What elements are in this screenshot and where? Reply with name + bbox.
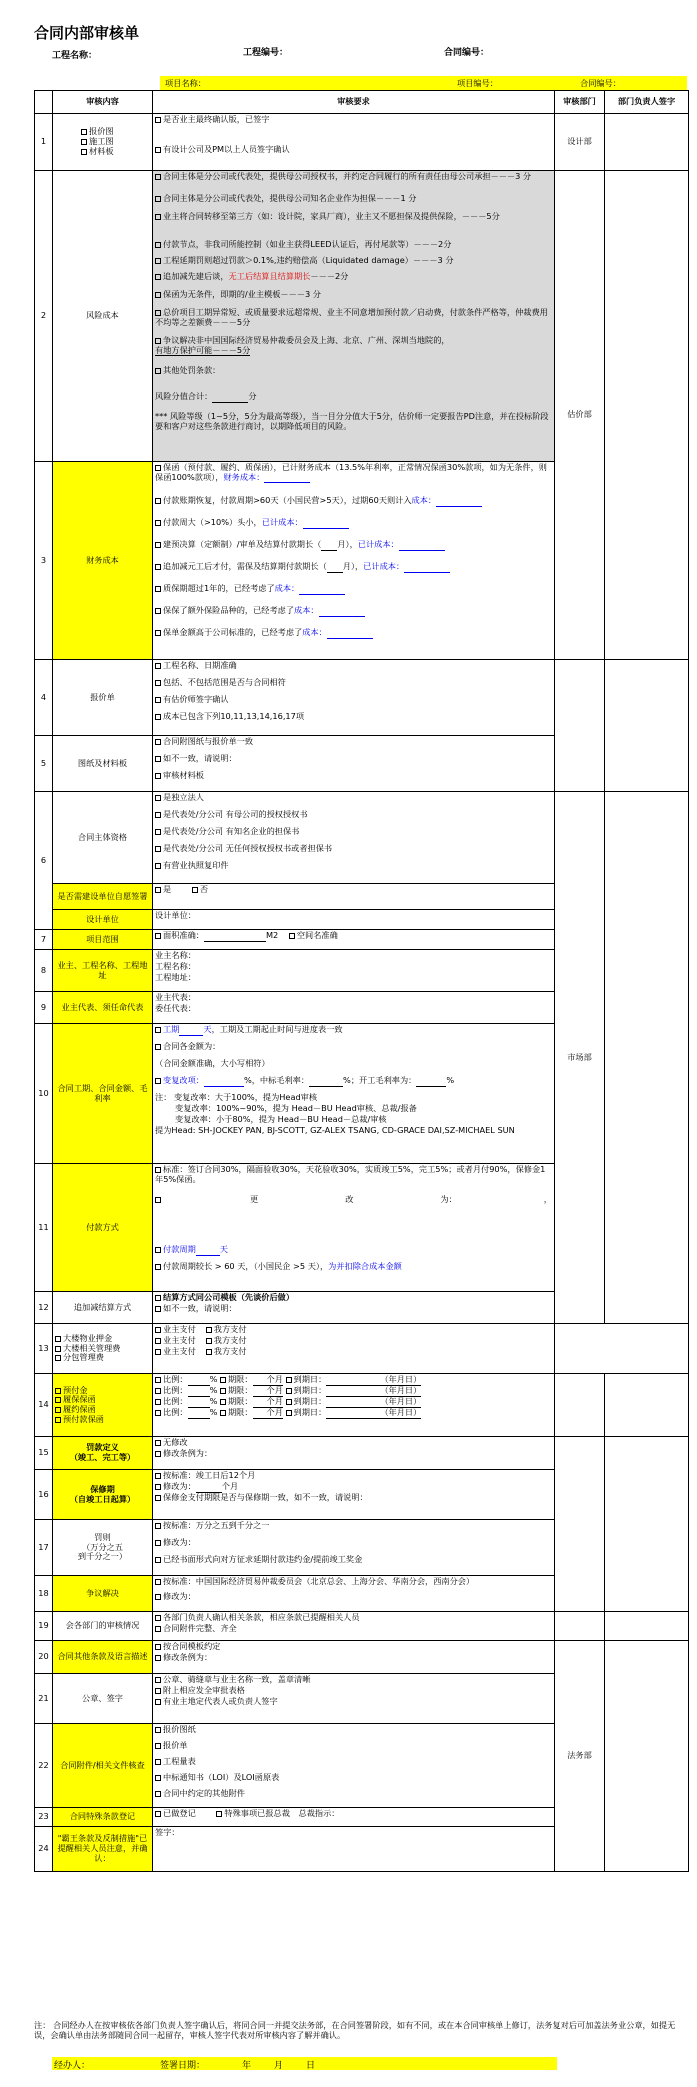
owner-signature-cell[interactable] bbox=[605, 1437, 689, 1612]
checkbox-quote-drawing[interactable]: 报价图 bbox=[81, 127, 150, 137]
agent-label[interactable]: 经办人： bbox=[54, 2061, 91, 2071]
requirement-line[interactable]: 合同主体是分公司或代表处，提供母公司知名企业作为担保－－－1 分 bbox=[155, 194, 552, 212]
table-row: 19 会各部门的审核情况 各部门负责人确认相关条款，相应条款已提醒相关人员 合同附件完整、齐全 bbox=[35, 1612, 689, 1641]
requirement-line[interactable]: 报价图纸 bbox=[155, 1725, 552, 1741]
requirement-line[interactable]: 有业主地定代表人或负责人签字 bbox=[155, 1697, 552, 1708]
signature-field[interactable]: 签字： bbox=[153, 1827, 555, 1872]
checkbox-advance-bond[interactable]: 预付款保函 bbox=[55, 1415, 150, 1425]
table-row: 20 合同其他条款及语言描述 按合同模板约定 修改条例为： 法务部 bbox=[35, 1641, 689, 1674]
table-row: 1 报价图 施工图 材料板 是否业主最终确认版，已签字 有设计公司及PM以上人员签字确认 设计部 bbox=[35, 114, 689, 171]
checkbox-advance[interactable]: 预付金 bbox=[55, 1386, 150, 1396]
table-row: 15 罚款定义 （竣工、完工等） 无修改 修改条例为： bbox=[35, 1437, 689, 1470]
dept-design: 设计部 bbox=[555, 114, 605, 171]
requirement-line[interactable]: 保保了额外保险品种的，已经考虑了成本： bbox=[155, 606, 552, 628]
checkbox-space-name[interactable]: 空间名准确 bbox=[289, 930, 338, 940]
requirement-line[interactable]: 包括、不包括范围是否与合同相符 bbox=[155, 678, 552, 695]
project-name-field[interactable]: 工程名称： bbox=[155, 961, 196, 971]
requirement-line[interactable]: 各部门负责人确认相关条款，相应条款已提醒相关人员 bbox=[155, 1613, 552, 1624]
project-no-label: 工程编号： bbox=[243, 48, 289, 58]
requirement-line[interactable]: 合同中约定的其他附件 bbox=[155, 1789, 552, 1800]
item-voluntary-sign: 是否需建设单位自愿签署 bbox=[53, 884, 153, 910]
item-dept-review: 会各部门的审核情况 bbox=[53, 1612, 153, 1641]
table-row: 23 合同特殊条款登记 已做登记 特殊事项已报总裁 总裁指示： bbox=[35, 1808, 689, 1827]
requirement-line[interactable]: 按标准：万分之五到千分之一 bbox=[155, 1521, 552, 1538]
requirement-line[interactable]: 工程名称、日期准确 bbox=[155, 661, 552, 678]
requirement-line[interactable]: 如不一致，请说明： bbox=[155, 1304, 552, 1315]
requirement-line[interactable]: 公章、骑缝章与业主名称一致，盖章清晰 bbox=[155, 1675, 552, 1686]
requirement-line[interactable]: 修改条例为： bbox=[155, 1653, 552, 1664]
col-dept: 审核部门 bbox=[555, 91, 605, 114]
requirement-line[interactable]: 是代表处/分公司 无任何授权授权书或者担保书 bbox=[155, 844, 552, 861]
project-address-field[interactable]: 工程地址： bbox=[155, 972, 196, 982]
contract-no-label: 合同编号： bbox=[444, 48, 490, 58]
requirement-line[interactable]: 如不一致，请说明： bbox=[155, 754, 552, 771]
requirement-line[interactable]: 结算方式同公司模板（先谈价后做） bbox=[155, 1293, 552, 1304]
item-name-label: 项目名称： bbox=[165, 78, 206, 88]
owner-signature-cell[interactable] bbox=[605, 1641, 689, 1872]
item-risk-cost: 风险成本 bbox=[53, 171, 153, 462]
requirement-line[interactable]: 保函为无条件，即期的/业主模板－－－3 分 bbox=[155, 290, 552, 308]
item-dispute: 争议解决 bbox=[53, 1576, 153, 1612]
requirement-line[interactable]: 工程延期罚则超过罚款＞0.1%,违约赔偿高（Liquidated damage）－－－3 分 bbox=[155, 256, 552, 272]
area-field[interactable]: 面积准确： M2 bbox=[155, 930, 278, 940]
requirement-line[interactable]: 审核材料板 bbox=[155, 771, 552, 782]
checkbox-reported[interactable]: 特殊事项已报总裁 bbox=[216, 1808, 290, 1818]
yellow-info-bar bbox=[160, 76, 687, 90]
table-row: 6 合同主体资格 是独立法人 是代表处/分公司 有母公司的授权授权书 是代表处/分公司 有知名企业的担保书 是代表处/分公司 无任何授权授权书或者担保书 有营业执照复印件 市场部 bbox=[35, 792, 689, 884]
requirement-line[interactable]: 中标通知书（LOI）及LOI函原表 bbox=[155, 1773, 552, 1789]
table-row: 14 预付金 履保保函 履约保函 预付款保函 比例： % 期限： 个月 到期日： （年月日） 比例： % 期限： 个月 到期日： （年月日） 比例： % 期限： 个月 到期日： （年月日） 比例： % 期限： 个月 到期日： （年月日） bbox=[35, 1374, 689, 1437]
requirement-line[interactable]: 是代表处/分公司 有知名企业的担保书 bbox=[155, 827, 552, 844]
table-row: 22 合同附件/相关文件核查 报价图纸 报价单 工程量表 中标通知书（LOI）及LOI函原表 合同中约定的其他附件 bbox=[35, 1724, 689, 1808]
checkbox-construction-drawing[interactable]: 施工图 bbox=[81, 137, 150, 147]
requirement-line[interactable]: 建预决算（定额制）/审单及结算付款期长（ 月），已计成本： bbox=[155, 540, 552, 562]
item-drawings: 图纸及材料板 bbox=[53, 736, 153, 792]
requirement-line[interactable]: 付款周期 天 bbox=[155, 1245, 552, 1262]
requirement-line[interactable]: 修改为： bbox=[155, 1592, 552, 1603]
requirement-line[interactable]: 成本已包含下列10,11,13,14,16,17项 bbox=[155, 712, 552, 723]
item-variation-settlement: 追加减结算方式 bbox=[53, 1292, 153, 1324]
requirement-line[interactable]: 有估价师签字确认 bbox=[155, 695, 552, 712]
table-row: 24 "霸王条款及反制措施"已提醒相关人员注意，并确认： 签字： bbox=[35, 1827, 689, 1872]
item-unfair-terms: "霸王条款及反制措施"已提醒相关人员注意，并确认： bbox=[53, 1827, 153, 1872]
requirement-line[interactable]: 是代表处/分公司 有母公司的授权授权书 bbox=[155, 810, 552, 827]
table-row: 10 合同工期、合同金额、毛利率 工期 天，工期及工期起止时间与进度表一致 合同各金额为： （合同金额准确，大小写相符） 变复改项： %，中标毛利率： %；开工毛利率为： % 注： 变复改率：大于100%，提为Head审核 变复改率：100%~90%，提为 Head－BU Head审核、总裁/报备 变复改率：小于80%，提为 Head－BU Head－总裁/审核 提为Head: SH-JOCKEY PAN, BJ-SCOTT, GZ-ALEX TSANG, CD-GRACE DAI,SZ-MICHAEL SUN bbox=[35, 1024, 689, 1164]
requirement-line[interactable]: 追加减元工后才付，需保及结算期付款期长（ 月），已计成本： bbox=[155, 562, 552, 584]
design-unit-field[interactable]: 设计单位： bbox=[153, 910, 555, 930]
requirement-line[interactable]: 按标准：竣工日后12个月 bbox=[155, 1471, 552, 1482]
requirement-line[interactable]: 付款周期较长 > 60 天，（小国民企 >5 天），为并扣除合成本金额 bbox=[155, 1262, 552, 1273]
requirement-line[interactable]: 其他处罚条款： bbox=[155, 366, 552, 392]
requirement-line[interactable]: 变复改项： %，中标毛利率： %；开工毛利率为： % bbox=[155, 1076, 552, 1093]
checkbox-no[interactable]: 否 bbox=[192, 884, 208, 894]
item-finance-cost: 财务成本 bbox=[53, 462, 153, 660]
requirement-line[interactable]: 合同主体是分公司或代表处，提供母公司授权书，并约定合同履行的所有责任由母公司承担－－－3 分 bbox=[155, 172, 552, 194]
item-attachments: 合同附件/相关文件核查 bbox=[53, 1724, 153, 1808]
requirement-line[interactable]: 质保期超过1年的，已经考虑了成本： bbox=[155, 584, 552, 606]
checkbox-registered[interactable]: 已做登记 bbox=[155, 1808, 196, 1818]
table-row: 18 争议解决 按标准：中国国际经济贸易仲裁委员会（北京总会、上海分会、华南分会，西南分会） 修改为： bbox=[35, 1576, 689, 1612]
requirement-line[interactable]: 合同各金额为： bbox=[155, 1042, 552, 1059]
requirement-line[interactable]: 有营业执照复印件 bbox=[155, 861, 552, 872]
requirement-line[interactable]: 保函（预付款、履约、质保函），已计财务成本（13.5%年利率，正常情况保函30%款项，如为无条件，则保函100%款项），财务成本： bbox=[155, 462, 547, 482]
requirement-line[interactable]: 标准：签订合同30%，隔面验收30%，天花验收30%，实质竣工5%，完工5%；或者月付90%，保修金1年5%保函。 bbox=[155, 1164, 546, 1184]
col-requirement: 审核要求 bbox=[153, 91, 555, 114]
requirement-line[interactable]: 修改为： bbox=[155, 1538, 552, 1555]
requirement-line[interactable]: 修改条例为： bbox=[155, 1449, 552, 1460]
checkbox-sub-fee[interactable]: 分包管理费 bbox=[55, 1353, 150, 1363]
item-no-label: 项目编号： bbox=[457, 78, 498, 88]
requirement-line[interactable]: 付款节点，非我司所能控制（如业主获得LEED认证后，再付尾款等）－－－2分 bbox=[155, 240, 552, 256]
requirement-line[interactable]: 合同附件完整、齐全 bbox=[155, 1624, 552, 1635]
table-row: 8 业主、工程名称、工程地址 业主名称： 工程名称： 工程地址： bbox=[35, 950, 689, 992]
risk-note: *** 风险等级（1~5分，5分为最高等级），当一目分分值大于5分，估价师一定要报告PD注意，并在投标阶段要和客户对这些条款进行商讨，以期降低项目的风险。 bbox=[155, 411, 549, 431]
item-design-unit: 设计单位 bbox=[53, 910, 153, 930]
requirement-line[interactable]: 保单金额高于公司标准的，已经考虑了成本： bbox=[155, 628, 552, 639]
requirement-line[interactable]: 按合同模板约定 bbox=[155, 1642, 552, 1653]
owner-signature-cell[interactable] bbox=[605, 660, 689, 792]
item-special-terms: 合同特殊条款登记 bbox=[53, 1808, 153, 1827]
requirement-line[interactable]: 有设计公司及PM以上人员签字确认 bbox=[155, 145, 552, 156]
owner-signature-cell[interactable] bbox=[605, 1612, 689, 1641]
requirement-line[interactable]: 追加减先建后谈，无工后结算且结算期长－－－2分 bbox=[155, 272, 552, 290]
requirement-line[interactable]: 是否业主最终确认版，已签字 bbox=[155, 115, 552, 126]
requirement-line[interactable]: 报价单 bbox=[155, 1741, 552, 1757]
requirement-line[interactable]: 工期 天，工期及工期起止时间与进度表一致 bbox=[155, 1025, 552, 1042]
item-scope: 项目范围 bbox=[53, 930, 153, 950]
owner-signature-cell[interactable] bbox=[605, 792, 689, 1324]
dept-market: 市场部 bbox=[555, 792, 605, 1324]
appointed-rep-field[interactable]: 委任代表： bbox=[155, 1003, 196, 1013]
table-header bbox=[35, 91, 689, 114]
requirement-line[interactable]: 是独立法人 bbox=[155, 793, 552, 810]
table-row: 17 罚则 （万分之五 到千分之一） 按标准：万分之五到千分之一 修改为： 已经书面形式向对方征求延期付款违约金/提前竣工奖金 bbox=[35, 1520, 689, 1576]
item-seal-sign: 公章、签字 bbox=[53, 1674, 153, 1724]
requirement-line[interactable]: 修改为： 个月 bbox=[155, 1482, 552, 1493]
requirement-line[interactable]: 总价项目工期异常短、或质量要求远超常规、业主不同意增加预付款／启动费，付款条件严格等，仲裁费用不均等之差额费－－－5分 bbox=[155, 307, 548, 327]
owner-signature-cell[interactable] bbox=[605, 114, 689, 171]
requirement-line[interactable]: 工程量表 bbox=[155, 1757, 552, 1773]
requirement-line[interactable]: 付款账期恢复，付款周期>60天（小国民营>5天），过期60天则计入成本： bbox=[155, 496, 552, 518]
page-title: 合同内部审核单 bbox=[34, 24, 140, 42]
table-row: 7 项目范围 面积准确： M2 空间名准确 bbox=[35, 930, 689, 950]
owner-signature-cell[interactable] bbox=[605, 1374, 689, 1437]
owner-rep-field[interactable]: 业主代表： bbox=[155, 992, 196, 1002]
table-row: 13 大楼物业押金 大楼相关管理费 分包管理费 业主支付 我方支付 业主支付 我方支付 业主支付 我方支付 bbox=[35, 1324, 689, 1374]
requirement-line[interactable]: 更 改 为： ， bbox=[155, 1195, 552, 1245]
table-row: 4 报价单 工程名称、日期准确 包括、不包括范围是否与合同相符 有估价师签字确认 成本已包含下列10,11,13,14,16,17项 bbox=[35, 660, 689, 736]
checkbox-material-board[interactable]: 材料板 bbox=[81, 147, 150, 157]
footer-bar: 经办人： 签署日期： 年 月 日 bbox=[52, 2057, 557, 2070]
item-quote: 报价单 bbox=[53, 660, 153, 736]
date-label[interactable]: 签署日期： bbox=[160, 2061, 206, 2071]
table-row: 3 财务成本 保函（预付款、履约、质保函），已计财务成本（13.5%年利率，正常情况保函30%款项，如为无条件，则保函100%款项），财务成本： 付款账期恢复，付款周期>60天（小国民营>5天），过期60天则计入成本： 付款周大（>10%）头小，已计成本： 建预决算（定额制）/审单及结算付款期长（ 月），已计成本： 追加减元工后才付，需保及结算期付款期长（ 月），已计成本： 质保期超过1年的，已经考虑了成本： 保保了额外保险品种的，已经考虑了成本： 保单金额高于公司标准的，已经考虑了成本： bbox=[35, 462, 689, 660]
table-row: 5 图纸及材料板 合同附图纸与报价单一致 如不一致，请说明： 审核材料板 bbox=[35, 736, 689, 792]
requirement-line[interactable]: 业主将合同转移至第三方（如：设计院，家具厂商），业主又不愿担保及提供保险，－－－5分 bbox=[155, 212, 552, 240]
table-row: 11 付款方式 标准：签订合同30%，隔面验收30%，天花验收30%，实质竣工5%，完工5%；或者月付90%，保修金1年5%保函。 更 改 为： ， 付款周期 天 付款周期较长 > 60 天，（小国民企 >5 天），为并扣除合成本金额 bbox=[35, 1164, 689, 1292]
item-owner-rep: 业主代表、须任命代表 bbox=[53, 992, 153, 1024]
item-owner-project: 业主、工程名称、工程地址 bbox=[53, 950, 153, 992]
col-content: 审核内容 bbox=[53, 91, 153, 114]
col-owner: 部门负责人签字 bbox=[605, 91, 689, 114]
table-row: 2 风险成本 合同主体是分公司或代表处，提供母公司授权书，并约定合同履行的所有责任由母公司承担－－－3 分 合同主体是分公司或代表处，提供母公司知名企业作为担保－－－1 分 业主将合同转移至第三方（如：设计院，家具厂商），业主又不愿担保及提供保险，－－－5分 付款节点，非我司所能控制（如业主获得LEED认证后，再付尾款等）－－－2分 工程延期罚则超过罚款＞0.1%,违约赔偿高（Liquidated damage）－－－3 分 追加减先建后谈，无工后结算且结算期长－－－2分 保函为无条件，即期的/业主模板－－－3 分 总价项目工期异常短、或质量要求远超常规、业主不同意增加预付款／启动费，付款条件严格等，仲裁费用不均等之差额费－－－5分 争议解决非中国国际经济贸易仲裁委员会及上海、北京、广州、深圳当地院的， 有地方保护可能－－－5分 其他处罚条款： 风险分值合计： 分 *** 风险等级（1~5分，5分为最高等级），当一目分分值大于5分，估价师一定要报告PD注意，并在投标阶段要和客户对这些条款进行商讨，以期降低项目的风险。 估价部 bbox=[35, 171, 689, 462]
requirement-line[interactable]: 付款周大（>10%）头小，已计成本： bbox=[155, 518, 552, 540]
requirement-line[interactable]: 争议解决非中国国际经济贸易仲裁委员会及上海、北京、广州、深圳当地院的， 有地方保护可能－－－5分 bbox=[155, 335, 450, 355]
table-row: 16 保修期 （自竣工日起算） 按标准：竣工日后12个月 修改为： 个月 保修金支付期限是否与保修期一致，如不一致，请说明： bbox=[35, 1470, 689, 1520]
dept-estimation: 估价部 bbox=[555, 171, 605, 660]
checkbox-yes[interactable]: 是 bbox=[155, 884, 171, 894]
owner-signature-cell[interactable] bbox=[605, 171, 689, 660]
checkbox-warranty-bond[interactable]: 履保保函 bbox=[55, 1395, 150, 1405]
requirement-line[interactable]: 已经书面形式向对方征求延期付款违约金/提前竣工奖金 bbox=[155, 1555, 552, 1566]
checkbox-performance-bond[interactable]: 履约保函 bbox=[55, 1405, 150, 1415]
table-row: 12 追加减结算方式 结算方式同公司模板（先谈价后做） 如不一致，请说明： bbox=[35, 1292, 689, 1324]
item-payment: 付款方式 bbox=[53, 1164, 153, 1292]
requirement-line[interactable]: 附上相应发全审批表格 bbox=[155, 1686, 552, 1697]
owner-name-field[interactable]: 业主名称： bbox=[155, 950, 196, 960]
review-table bbox=[34, 90, 689, 1872]
yellow-contract-no-label: 合同编号： bbox=[580, 78, 621, 88]
checkbox-building-fee[interactable]: 大楼相关管理费 bbox=[55, 1344, 150, 1354]
footnote: 注： 合同经办人在按审核依各部门负责人签字确认后，将同合同一并提交法务部，在合同签署阶段，如有不同，或在本合同审核单上修订，法务复对后可加盖法务业公章，如提无误，会确认单由法务部随同合同一起留存，审核人签字代表对所审核内容了解并确认。 bbox=[34, 2020, 676, 2041]
requirement-line[interactable]: 按标准：中国国际经济贸易仲裁委员会（北京总会、上海分会、华南分会，西南分会） bbox=[155, 1577, 552, 1588]
requirement-line[interactable]: 合同附图纸与报价单一致 bbox=[155, 737, 552, 754]
checkbox-property-deposit[interactable]: 大楼物业押金 bbox=[55, 1334, 150, 1344]
requirement-line[interactable]: 保修金支付期限是否与保修期一致，如不一致，请说明： bbox=[155, 1493, 552, 1504]
col-num bbox=[35, 91, 53, 114]
requirement-line[interactable]: 无修改 bbox=[155, 1438, 552, 1449]
item-contract-subject: 合同主体资格 bbox=[53, 792, 153, 884]
table-row: 9 业主代表、须任命代表 业主代表： 委任代表： bbox=[35, 992, 689, 1024]
project-name-label: 工程名称： bbox=[52, 51, 98, 61]
item-schedule-amount: 合同工期、合同金额、毛利率 bbox=[53, 1024, 153, 1164]
table-row: 21 公章、签字 公章、骑缝章与业主名称一致，盖章清晰 附上相应发全审批表格 有业主地定代表人或负责人签字 bbox=[35, 1674, 689, 1724]
risk-score-line: 风险分值合计： 分 bbox=[155, 391, 257, 401]
item-other-terms: 合同其他条款及语言描述 bbox=[53, 1641, 153, 1674]
dept-legal: 法务部 bbox=[555, 1641, 605, 1872]
